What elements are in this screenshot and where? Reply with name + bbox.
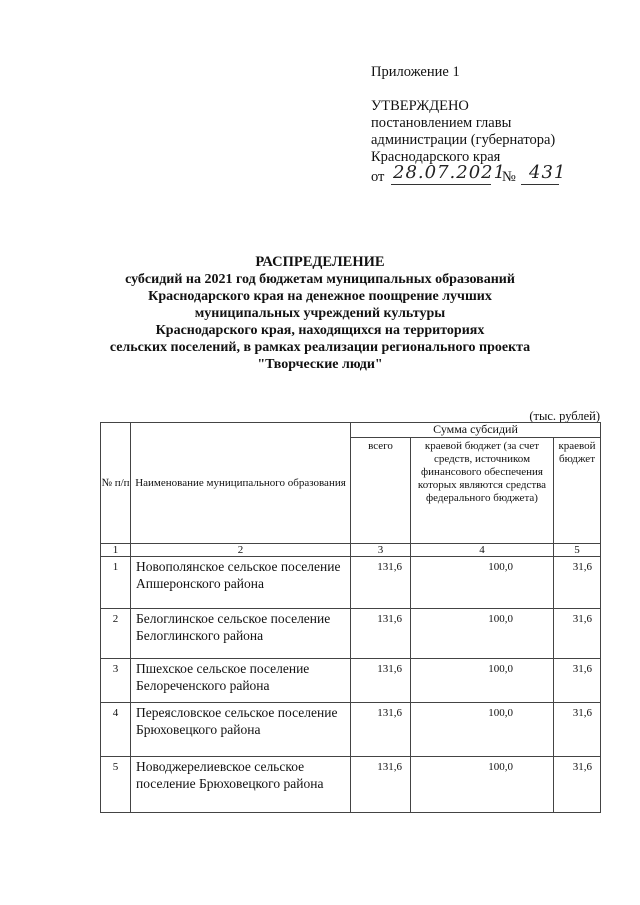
row-number: 3 (101, 659, 131, 703)
table-row (101, 659, 601, 703)
title-main: РАСПРЕДЕЛЕНИЕ (255, 254, 385, 270)
col-number-5: 5 (554, 544, 601, 557)
municipality-name: Новополянское сельское поселение Апшеронского района (131, 557, 351, 609)
row-number: 5 (101, 757, 131, 813)
header-total: всего (351, 438, 411, 544)
row-number: 1 (101, 557, 131, 609)
regional-value: 31,6 (554, 609, 601, 659)
approval-line-2: администрации (губернатора) (371, 132, 556, 148)
document-title (60, 254, 580, 373)
municipality-name: Новоджерелиевское сельское поселение Брюховецкого района (131, 757, 351, 813)
approved-label: УТВЕРЖДЕНО (371, 98, 469, 114)
decree-number: 431 (529, 162, 567, 183)
approval-line-1: постановлением главы (371, 115, 512, 131)
subsidy-table (100, 422, 601, 813)
units-label: (тыс. рублей) (529, 409, 600, 423)
title-line-3: муниципальных учреждений культуры (194, 306, 446, 321)
title-line-5: сельских поселений, в рамках реализации регионального проекта (109, 340, 531, 355)
from-label: от (371, 169, 385, 185)
total-value: 131,6 (351, 557, 411, 609)
total-value: 131,6 (351, 703, 411, 757)
decree-date-row (371, 162, 621, 188)
regional-value: 31,6 (554, 703, 601, 757)
municipality-name: Белоглинское сельское поселение Белоглинского района (131, 609, 351, 659)
column-numbers-row (101, 544, 601, 557)
number-underline (521, 184, 559, 185)
municipality-name: Переясловское сельское поселение Брюховецкого района (131, 703, 351, 757)
header-sum-group: Сумма субсидий (351, 423, 601, 438)
table-row (101, 609, 601, 659)
regional-fed-value: 100,0 (411, 557, 554, 609)
table-row (101, 703, 601, 757)
header-name: Наименование муниципального образования (131, 423, 351, 544)
total-value: 131,6 (351, 659, 411, 703)
col-number-1: 1 (101, 544, 131, 557)
table-row (101, 557, 601, 609)
municipality-name: Пшехское сельское поселение Белореченского района (131, 659, 351, 703)
regional-value: 31,6 (554, 757, 601, 813)
title-line-1: субсидий на 2021 год бюджетам муниципальных образований (125, 272, 515, 287)
regional-fed-value: 100,0 (411, 703, 554, 757)
header-regional-fed: краевой бюджет (за счет средств, источником финансового обеспечения которых являются средства федерального бюджета) (411, 438, 554, 544)
regional-fed-value: 100,0 (411, 757, 554, 813)
title-line-6: "Творческие люди" (257, 357, 383, 372)
regional-fed-value: 100,0 (411, 609, 554, 659)
regional-fed-value: 100,0 (411, 659, 554, 703)
approval-line-3: Краснодарского края (371, 149, 501, 165)
col-number-3: 3 (351, 544, 411, 557)
regional-value: 31,6 (554, 557, 601, 609)
number-label: № (502, 169, 516, 185)
header-row-1 (101, 423, 601, 438)
row-number: 4 (101, 703, 131, 757)
approval-block (371, 64, 621, 188)
total-value: 131,6 (351, 609, 411, 659)
col-number-2: 2 (131, 544, 351, 557)
date-underline (391, 184, 491, 185)
table-row (101, 757, 601, 813)
total-value: 131,6 (351, 757, 411, 813)
appendix-label: Приложение 1 (371, 64, 460, 80)
decree-date: 28.07.2021 (393, 162, 507, 183)
header-regional: краевой бюджет (554, 438, 601, 544)
regional-value: 31,6 (554, 659, 601, 703)
title-line-2: Краснодарского края на денежное поощрение лучших (148, 289, 492, 304)
col-number-4: 4 (411, 544, 554, 557)
title-line-4: Краснодарского края, находящихся на территориях (155, 323, 485, 338)
row-number: 2 (101, 609, 131, 659)
header-np: № п/п (101, 423, 131, 544)
